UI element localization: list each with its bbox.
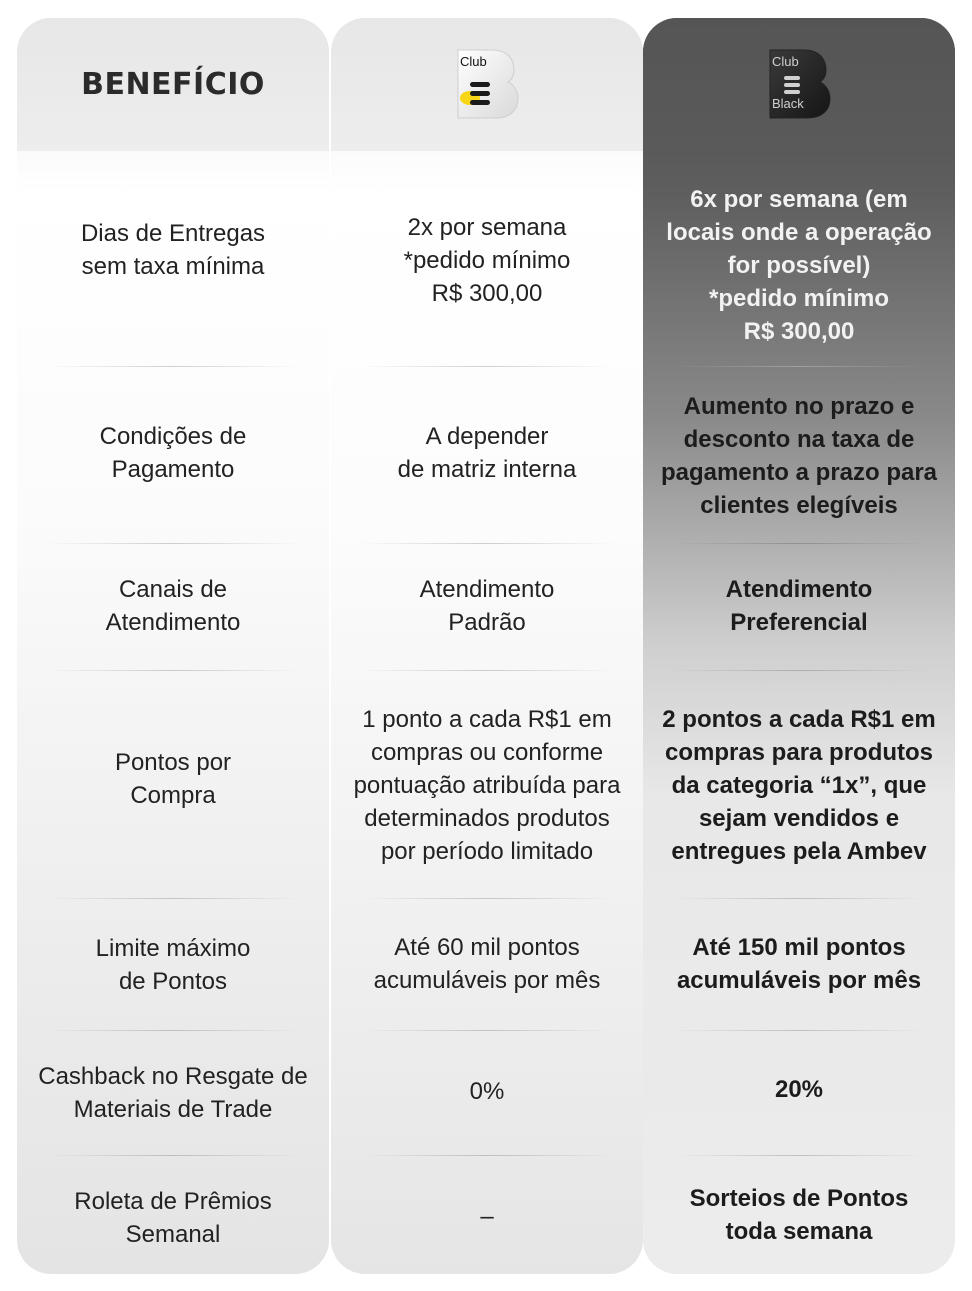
benefit-cell-points: Pontos por Compra xyxy=(114,749,232,809)
row-divider xyxy=(359,543,615,544)
black-cell-delivery: 6x por semana (em locais onde a operação for possível) *pedido mínimo R$ 300,00 xyxy=(666,185,932,345)
row-divider xyxy=(359,366,615,367)
row-divider xyxy=(359,670,615,671)
club-cell-limit: Até 60 mil pontos acumuláveis por mês xyxy=(373,934,601,994)
benefit-title: BENEFÍCIO xyxy=(81,67,265,102)
row-divider xyxy=(359,898,615,899)
club-b-black-logo xyxy=(764,46,834,120)
black-cell-points: 2 pontos a cada R$1 em compras para produtos da categoria “1x”, que sejam vendidos e entregues pela Ambev xyxy=(662,705,936,865)
row-divider xyxy=(45,366,301,367)
row-divider xyxy=(671,1155,927,1156)
black-cell-limit: Até 150 mil pontos acumuláveis por mês xyxy=(676,934,922,994)
club-cell-roulette: – xyxy=(480,1202,494,1230)
benefit-cell-service: Canais de Atendimento xyxy=(105,576,241,636)
row-divider xyxy=(359,1030,615,1031)
row-divider xyxy=(671,1030,927,1031)
black-cell-service: Atendimento Preferencial xyxy=(725,576,873,636)
benefit-cell-roulette: Roleta de Prêmios Semanal xyxy=(74,1188,272,1248)
club-cell-points: 1 ponto a cada R$1 em compras ou conforme pontuação atribuída para determinados produtos por período limitado xyxy=(353,705,621,865)
black-logo-text-top: Club xyxy=(772,54,799,69)
row-divider xyxy=(45,1155,301,1156)
black-cell-roulette: Sorteios de Pontos toda semana xyxy=(689,1185,909,1245)
row-divider xyxy=(671,670,927,671)
club-b-logo xyxy=(452,46,522,120)
benefit-column xyxy=(17,18,329,1274)
black-cell-cashback: 20% xyxy=(774,1075,824,1103)
row-divider xyxy=(45,898,301,899)
row-divider xyxy=(45,543,301,544)
club-column xyxy=(331,18,643,1274)
row-divider xyxy=(359,1155,615,1156)
club-logo-text: Club xyxy=(460,54,487,69)
row-divider xyxy=(671,366,927,367)
row-divider xyxy=(671,898,927,899)
row-divider xyxy=(671,543,927,544)
row-divider xyxy=(45,670,301,671)
benefit-cell-cashback: Cashback no Resgate de Materiais de Trade xyxy=(38,1063,308,1123)
black-cell-payment: Aumento no prazo e desconto na taxa de pagamento a prazo para clientes elegíveis xyxy=(660,393,938,519)
club-cell-delivery: 2x por semana *pedido mínimo R$ 300,00 xyxy=(403,213,571,307)
club-cell-payment: A depender de matriz interna xyxy=(397,423,577,483)
benefit-cell-delivery: Dias de Entregas sem taxa mínima xyxy=(80,220,266,280)
club-cell-cashback: 0% xyxy=(469,1077,505,1105)
black-logo-text-bottom: Black xyxy=(772,96,804,111)
benefit-cell-limit: Limite máximo de Pontos xyxy=(95,935,251,995)
black-column xyxy=(643,18,955,1274)
benefit-cell-payment: Condições de Pagamento xyxy=(99,423,247,483)
club-cell-service: Atendimento Padrão xyxy=(419,576,555,636)
row-divider xyxy=(45,1030,301,1031)
